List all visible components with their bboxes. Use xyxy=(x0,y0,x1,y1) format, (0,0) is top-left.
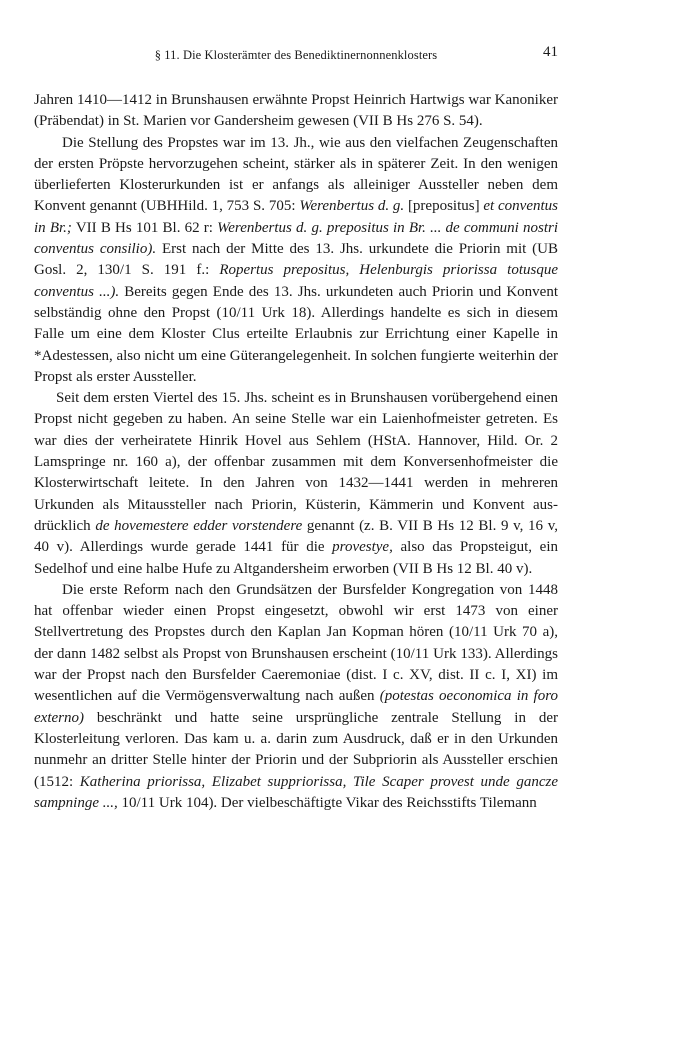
italic-citation: Werenbertus d. g. prepositus in Br. ... de communi nostri conventus consilio). xyxy=(34,219,559,258)
italic-citation: de hovemestere edder vorstendere xyxy=(95,517,303,534)
paragraph-1 xyxy=(34,90,558,133)
text-run: Erst nach der Mitte des 13. Jhs. urkundete die Priorin mit (UB Gosl. 2, 130/1 S. 191 f.: xyxy=(34,241,558,279)
italic-citation: Werenbertus d. g. xyxy=(299,198,405,215)
text-run: genannt (z. B. VII B Hs 12 Bl. 9 v, 16 v, 40 v). Allerdings wurde gerade 1441 für die xyxy=(34,517,558,556)
book-page xyxy=(34,44,558,814)
italic-citation: Ropertus prepositus, Helenburgis priorissa totusque conventus ...). xyxy=(34,262,558,300)
text-run: Seit dem ersten Viertel des 15. Jhs. scheint es in Brunshausen vorübergehend einen Propst nicht gegeben zu haben. An seine Stelle war ein Laienhofmeister getreten. Es war dies der verheiratete Hinrik Hovel aus Sehlem (HStA. Hannover, Hild. Or. 2 Lamspringe nr. 160 a), der offenbar zusammen mit dem Konversenhofmeister die Klosterwirtschaft leitete. In den Jahren von 1432—1441 werden in mehreren Urkunden als Mitaussteller nach Priorin, Küsterin, Kämmerin und Konvent ausdrücklich xyxy=(34,390,558,534)
paragraph-2 xyxy=(34,133,558,389)
paragraph-4 xyxy=(34,580,558,814)
text-run: Bereits gegen Ende des 13. Jhs. urkundeten auch Priorin und Konvent selbständig ohne den Propst (10/11 Urk 18). Allerdings handelte es sich in diesem Falle um eine dem Kloster Clus erteilte Erlaubnis zur Errichtung einer Kapelle in *Adestessen, also nicht um eine Güterangelegenheit. In solchen fungierte weiterhin der Propst als erster Aussteller. xyxy=(34,283,558,385)
italic-citation: et conventus in Br.; xyxy=(34,198,558,236)
body-text xyxy=(34,90,558,814)
italic-citation: Katherina priorissa, Elizabet suppriorissa, Tile Scaper provest unde gancze sampninge ..., xyxy=(34,773,558,811)
text-run: Die Stellung des Propstes war im 13. Jh., wie aus den vielfachen Zeugenschaften der ersten Pröpste hervorzugehen scheint, stärker als in späterer Zeit. In den wenigen überlieferten Klosterurkunden ist er anfangs als alleiniger Aussteller neben dem Konvent genannt (UBHHild. 1, 753 S. 705: xyxy=(34,134,558,215)
page-number: 41 xyxy=(543,44,558,60)
text-run: Jahren 1410—1412 in Brunshausen erwähnte Propst Heinrich Hartwigs war Kanoniker (Präbendat) in St. Marien vor Gandersheim gewesen (VII B Hs 276 S. 54). xyxy=(34,92,558,130)
text-run: Die erste Reform nach den Grundsätzen der Bursfelder Kongregation von 1448 hat offenbar wieder einen Propst eingesetzt, obwohl wir erst 1473 von einer Stellvertretung des Propstes durch den Kaplan Jan Kopman hören (10/11 Urk 70 a), der dann 1482 selbst als Propst von Brunshausen erscheint (10/11 Urk 133). Allerdings war der Propst nach den Bursfelder Caeremoniae (dist. I c. XV, dist. II c. I, XI) im wesentlichen auf die Vermögensverwaltung nach außen xyxy=(34,581,558,705)
text-run: VII B Hs 101 Bl. 62 r: xyxy=(71,219,218,236)
text-run: [prepositus] xyxy=(404,198,484,215)
italic-citation: (potestas oeconomica in foro externo) xyxy=(34,688,558,726)
text-run: also das Propsteigut, ein Sedelhof und eine halbe Hufe zu Altgandersheim erworben (VII B Hs 12 Bl. 40 v). xyxy=(34,539,558,577)
italic-citation: provestye, xyxy=(332,539,393,556)
running-title: § 11. Die Klosterämter des Benediktinernonnenklosters xyxy=(154,48,438,62)
running-head xyxy=(34,44,558,68)
text-run: beschränkt und hatte seine ursprüngliche zentrale Stellung in der Klosterleitung verloren. Das kam u. a. darin zum Ausdruck, daß er in den Urkunden nunmehr an dritter Stelle hinter der Priorin und der Subpriorin als Aussteller erschien (1512: xyxy=(34,709,558,790)
text-run: 10/11 Urk 104). Der vielbeschäftigte Vikar des Reichsstifts Tilemann xyxy=(117,794,537,811)
paragraph-3 xyxy=(34,388,558,580)
